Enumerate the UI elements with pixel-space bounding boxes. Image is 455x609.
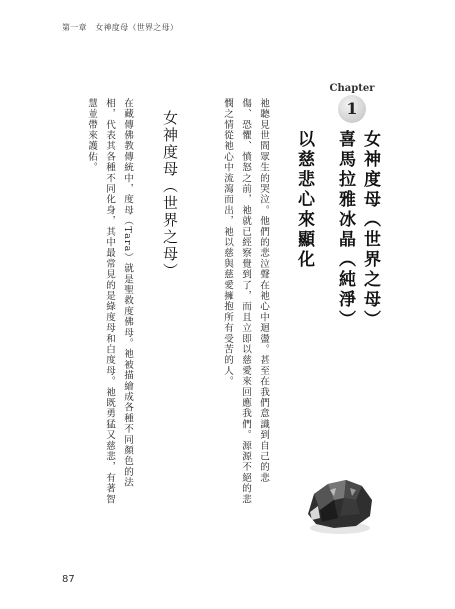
intro-line-2: 傷、恐懼、憤怒之前，祂就已經察覺到了，而且立即以慈愛來回應我們。源源不絕的悲	[240, 98, 251, 505]
section-line-1: 在藏傳佛教傳統中，度母（Tara）就是聖救度佛母。祂被描繪成各種不同顏色的法	[122, 98, 133, 488]
title-line-2: 喜馬拉雅冰晶（純淨）	[335, 130, 355, 330]
crystal-stone-icon	[300, 470, 380, 540]
section-line-3: 慧並帶來護佑。	[86, 98, 97, 173]
page-number: 87	[62, 574, 75, 585]
chapter-word: Chapter	[329, 83, 375, 94]
chapter-badge	[326, 83, 378, 127]
running-head: 第一章 女神度母（世界之母）	[62, 23, 179, 32]
section-heading: 女神度母（世界之母）	[161, 110, 179, 280]
title-line-1: 女神度母（世界之母）	[360, 130, 380, 330]
section-line-2: 相，代表其各種不同化身，其中最常見的是綠度母和白度母。祂既勇猛又慈悲，有著智	[104, 98, 115, 505]
chapter-number: 1	[338, 95, 366, 123]
title-line-3: 以慈悲心來顯化	[294, 130, 314, 270]
intro-line-1: 祂聽見世間眾生的哭泣。他們的悲泣聲在祂心中迴盪。甚至在我們意識到自己的悲	[258, 98, 269, 484]
intro-line-3: 憫之情從祂心中流瀉而出，祂以慈與慈愛擁抱所有受苦的人。	[222, 98, 233, 387]
